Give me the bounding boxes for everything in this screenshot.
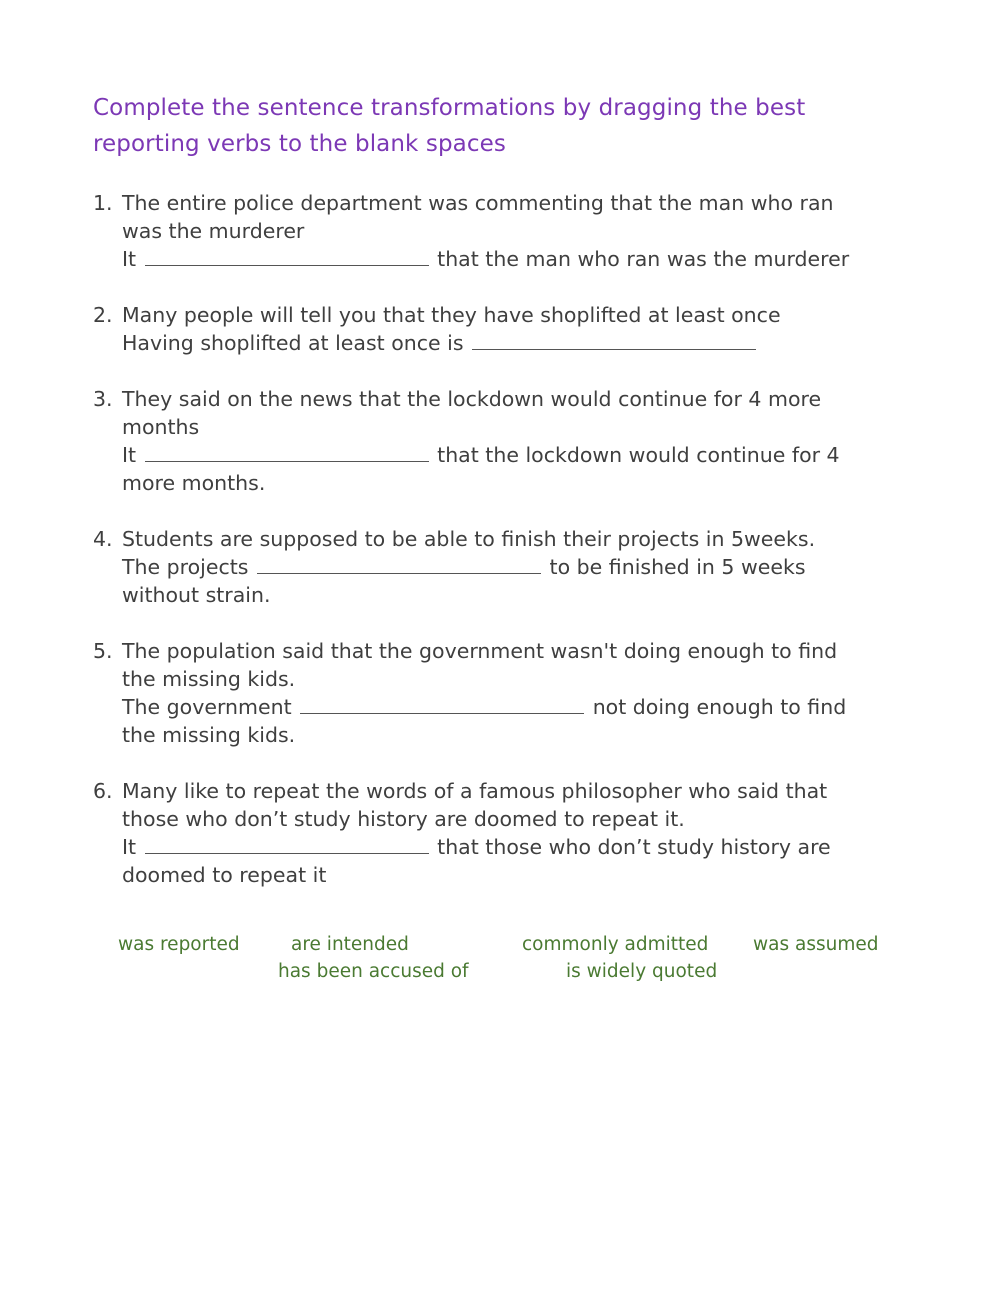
answer-continuation: doomed to repeat it — [122, 863, 327, 887]
drop-blank-4[interactable] — [257, 553, 541, 574]
question-text-line: Many people will tell you that they have shoplifted at least once — [122, 303, 781, 327]
answer-continuation: the missing kids. — [122, 723, 296, 747]
question-text-line: The population said that the government wasn't doing enough to find — [122, 639, 838, 663]
answer-continuation: more months. — [122, 471, 266, 495]
draggable-option[interactable]: is widely quoted — [566, 961, 718, 982]
question-number: 6. — [93, 779, 113, 803]
answer-continuation: without strain. — [122, 583, 271, 607]
answer-prefix: Having shoplifted at least once is — [122, 331, 464, 355]
answer-line — [122, 693, 903, 721]
question-1 — [93, 189, 903, 273]
instructions-heading: Complete the sentence transformations by dragging the best reporting verbs to the blank spaces — [93, 95, 806, 157]
drop-blank-2[interactable] — [472, 329, 756, 350]
question-text-line: The entire police department was commenting that the man who ran — [122, 191, 834, 215]
answer-line — [122, 553, 903, 581]
answer-prefix: It — [122, 835, 137, 859]
question-text-line: They said on the news that the lockdown would continue for 4 more — [122, 387, 822, 411]
draggable-option[interactable]: are intended — [291, 934, 409, 955]
answer-suffix: that the lockdown would continue for 4 — [437, 443, 840, 467]
answer-prefix: It — [122, 443, 137, 467]
answer-suffix: not doing enough to find — [592, 695, 847, 719]
question-5 — [93, 637, 903, 749]
answer-suffix: to be finished in 5 weeks — [549, 555, 806, 579]
drop-blank-5[interactable] — [300, 693, 584, 714]
drop-blank-6[interactable] — [145, 833, 429, 854]
question-number: 5. — [93, 639, 113, 663]
answer-suffix: that those who don’t study history are — [437, 835, 831, 859]
question-4 — [93, 525, 903, 609]
answer-prefix: It — [122, 247, 137, 271]
question-3 — [93, 385, 903, 497]
answer-line — [122, 833, 903, 861]
question-text-line: those who don’t study history are doomed to repeat it. — [122, 807, 685, 831]
drop-blank-1[interactable] — [145, 245, 429, 266]
question-number: 2. — [93, 303, 113, 327]
question-text-line: was the murderer — [122, 219, 305, 243]
question-6 — [93, 777, 903, 889]
question-text-line: Many like to repeat the words of a famous philosopher who said that — [122, 779, 828, 803]
draggable-option[interactable]: has been accused of — [278, 961, 469, 982]
draggable-option[interactable]: commonly admitted — [522, 934, 709, 955]
answer-suffix: that the man who ran was the murderer — [437, 247, 850, 271]
question-number: 1. — [93, 191, 113, 215]
answer-line — [122, 245, 903, 273]
answer-line — [122, 441, 903, 469]
question-number: 3. — [93, 387, 113, 411]
draggable-option[interactable]: was assumed — [753, 934, 879, 955]
question-text-line: Students are supposed to be able to finish their projects in 5weeks. — [122, 527, 816, 551]
question-text-line: the missing kids. — [122, 667, 296, 691]
drop-blank-3[interactable] — [145, 441, 429, 462]
draggable-option[interactable]: was reported — [118, 934, 240, 955]
answer-prefix: The government — [122, 695, 292, 719]
answer-prefix: The projects — [122, 555, 249, 579]
question-number: 4. — [93, 527, 113, 551]
question-2 — [93, 301, 903, 357]
answer-line — [122, 329, 903, 357]
question-text-line: months — [122, 415, 200, 439]
